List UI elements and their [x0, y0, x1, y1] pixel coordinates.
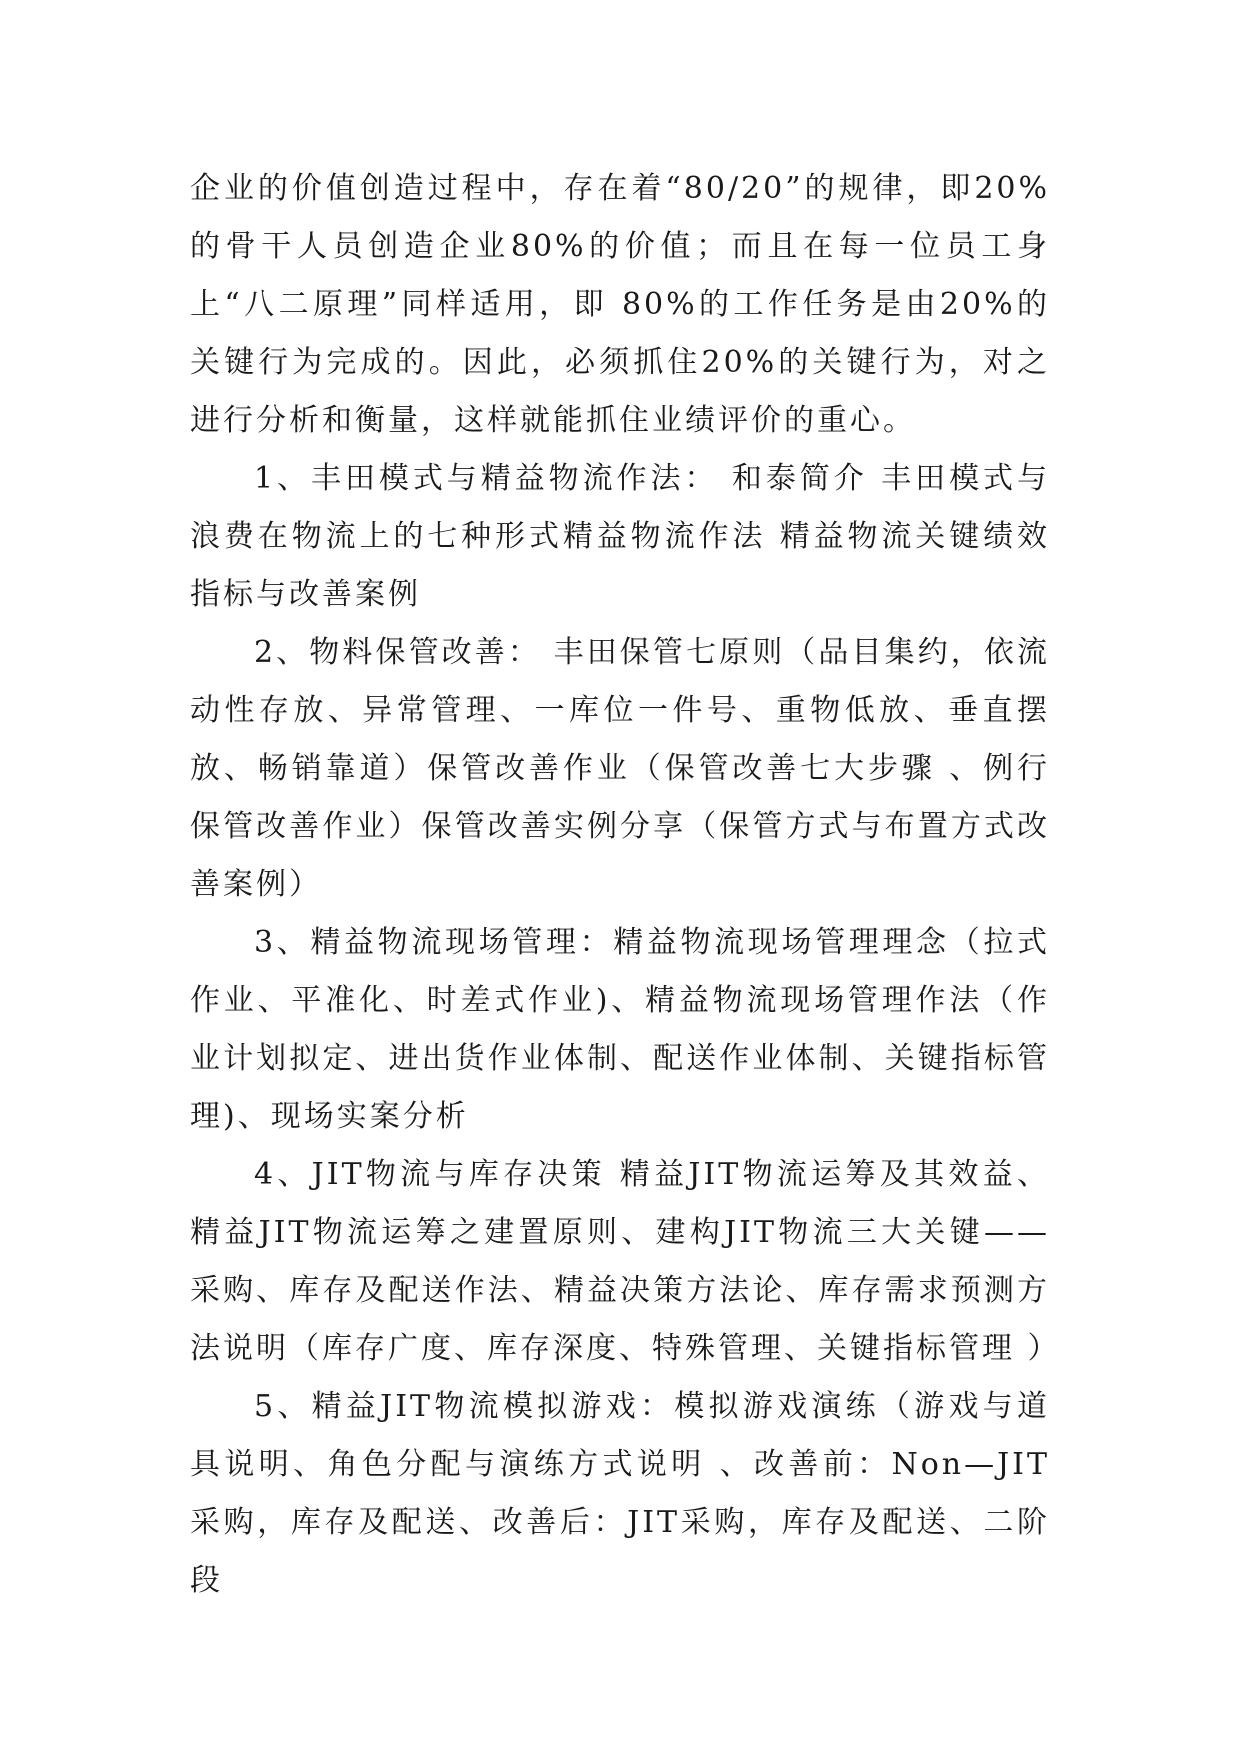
paragraph-item-1: 1、丰田模式与精益物流作法： 和泰简介 丰田模式与浪费在物流上的七种形式精益物流作法 精益物流关键绩效指标与改善案例: [190, 461, 1050, 612]
paragraph-item-5: 5、精益JIT物流模拟游戏：模拟游戏演练（游戏与道具说明、角色分配与演练方式说明 、改善前：Non—JIT采购，库存及配送、改善后：JIT采购，库存及配送、二阶段: [190, 1389, 1050, 1598]
document-body: [190, 160, 1061, 1610]
paragraph-item-3: 3、精益物流现场管理：精益物流现场管理理念（拉式作业、平准化、时差式作业)、精益物流现场管理作法（作业计划拟定、进出货作业体制、配送作业体制、关键指标管理)、现场实案分析: [190, 925, 1050, 1134]
paragraph-item-4: 4、JIT物流与库存决策 精益JIT物流运筹及其效益、精益JIT物流运筹之建置原则、建构JIT物流三大关键——采购、库存及配送作法、精益决策方法论、库存需求预测方法说明（库存广度、库存深度、特殊管理、关键指标管理 ）: [190, 1157, 1061, 1366]
paragraph-intro: 企业的价值创造过程中，存在着“80/20”的规律，即20%的骨干人员创造企业80%的价值；而且在每一位员工身上“八二原理”同样适用，即 80%的工作任务是由20%的关键行为完成的。因此，必须抓住20%的关键行为，对之进行分析和衡量，这样就能抓住业绩评价的重心。: [190, 171, 1050, 438]
paragraph-item-2: 2、物料保管改善： 丰田保管七原则（品目集约，依流动性存放、异常管理、一库位一件号、重物低放、垂直摆放、畅销靠道）保管改善作业（保管改善七大步骤 、例行保管改善作业）保管改善实例分享（保管方式与布置方式改善案例）: [190, 635, 1050, 902]
